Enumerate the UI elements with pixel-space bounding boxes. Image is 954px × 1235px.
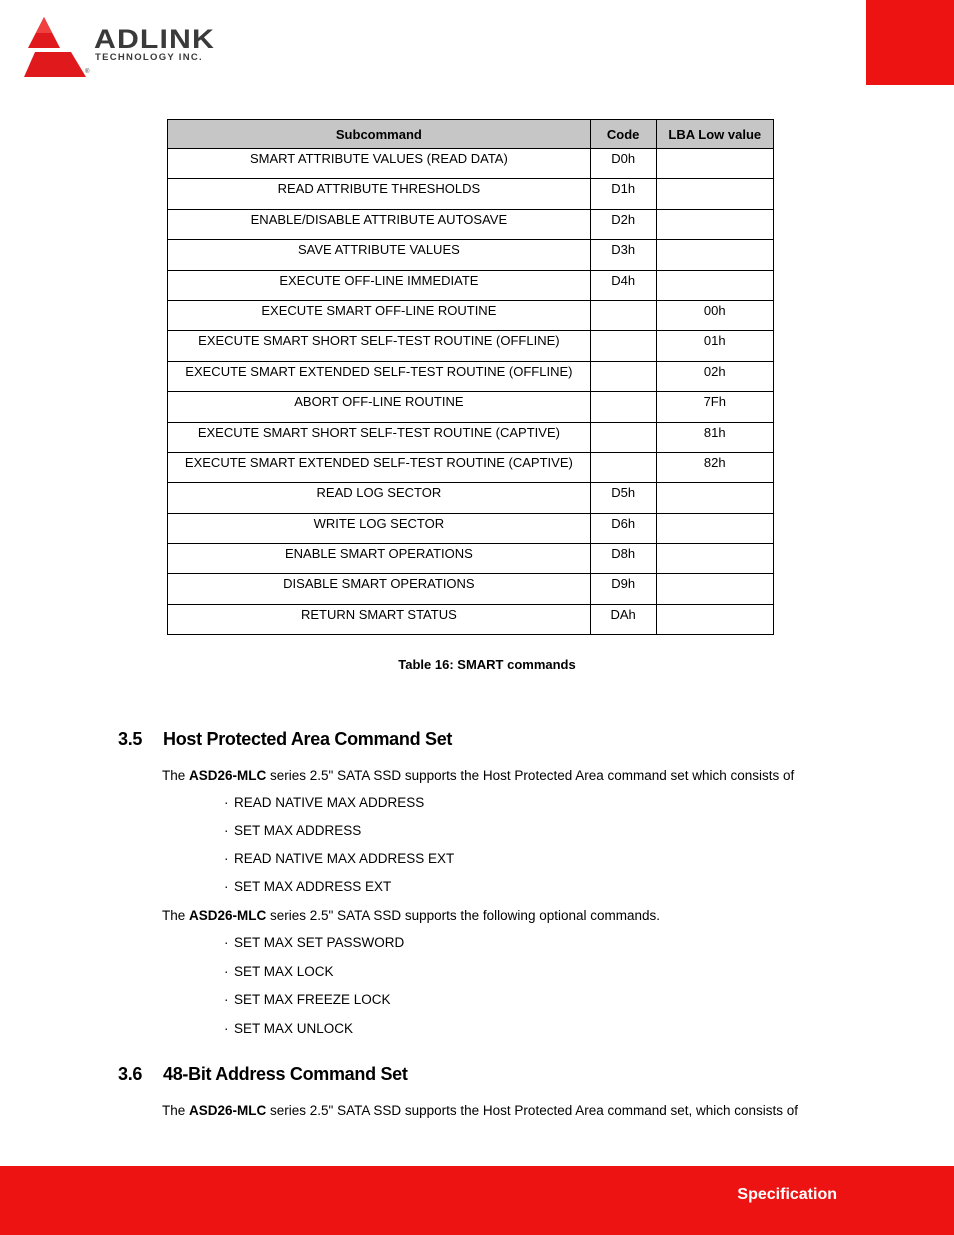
bullet-item (224, 823, 361, 838)
subcommand-cell: EXECUTE OFF-LINE IMMEDIATE (168, 270, 591, 300)
lba-low-value-cell (656, 483, 773, 513)
header-red-tab (866, 0, 954, 85)
subcommand-cell: EXECUTE SMART SHORT SELF-TEST ROUTINE (OFFLINE) (168, 331, 591, 361)
lba-low-value-cell: 81h (656, 422, 773, 452)
footer-label: Specification (737, 1186, 837, 1203)
code-cell (590, 422, 656, 452)
adlink-logo (24, 14, 234, 84)
product-name: ASD26-MLC (189, 908, 267, 923)
logo-subtitle: TECHNOLOGY INC. (95, 52, 203, 63)
header-subcommand: Subcommand (168, 120, 591, 149)
code-cell: D1h (590, 179, 656, 209)
bullet-dot-icon: · (224, 851, 229, 866)
logo-registered-mark: ® (85, 69, 90, 75)
bullet-item (224, 992, 391, 1007)
lba-low-value-cell: 02h (656, 361, 773, 391)
section-heading-3-5 (118, 729, 452, 750)
bullet-dot-icon: · (224, 1020, 229, 1036)
bullet-text: SET MAX FREEZE LOCK (234, 992, 391, 1007)
table-row (168, 483, 774, 513)
table-row (168, 422, 774, 452)
subcommand-cell: RETURN SMART STATUS (168, 604, 591, 634)
lba-low-value-cell (656, 179, 773, 209)
table-row (168, 179, 774, 209)
header-code: Code (590, 120, 656, 149)
product-name: ASD26-MLC (189, 768, 267, 783)
lba-low-value-cell: 01h (656, 331, 773, 361)
subcommand-cell: READ ATTRIBUTE THRESHOLDS (168, 179, 591, 209)
lba-low-value-cell (656, 574, 773, 604)
subcommand-cell: ENABLE SMART OPERATIONS (168, 544, 591, 574)
section-heading-3-6 (118, 1064, 408, 1085)
subcommand-cell: READ LOG SECTOR (168, 483, 591, 513)
bullet-text: READ NATIVE MAX ADDRESS EXT (234, 851, 455, 866)
lba-low-value-cell (656, 270, 773, 300)
product-name: ASD26-MLC (189, 1103, 267, 1118)
lba-low-value-cell (656, 209, 773, 239)
bullet-item (224, 1021, 353, 1036)
section-title: 48-Bit Address Command Set (163, 1064, 408, 1084)
code-cell (590, 300, 656, 330)
lba-low-value-cell (656, 604, 773, 634)
lba-low-value-cell: 82h (656, 452, 773, 482)
bullet-text: SET MAX ADDRESS EXT (234, 879, 392, 894)
bullet-text: SET MAX SET PASSWORD (234, 935, 405, 950)
bullet-dot-icon: · (224, 795, 229, 810)
bullet-item (224, 851, 454, 866)
table-row (168, 209, 774, 239)
table-row (168, 361, 774, 391)
code-cell: D5h (590, 483, 656, 513)
lba-low-value-cell (656, 513, 773, 543)
subcommand-cell: EXECUTE SMART SHORT SELF-TEST ROUTINE (CAPTIVE) (168, 422, 591, 452)
code-cell: D2h (590, 209, 656, 239)
lba-low-value-cell (656, 149, 773, 179)
bullet-text: SET MAX ADDRESS (234, 823, 362, 838)
table-row (168, 513, 774, 543)
table-caption: Table 16: SMART commands (398, 657, 576, 672)
bullet-text: READ NATIVE MAX ADDRESS (234, 795, 425, 810)
table-row (168, 149, 774, 179)
table-row (168, 604, 774, 634)
subcommand-cell: DISABLE SMART OPERATIONS (168, 574, 591, 604)
paragraph-optional-intro: The ASD26-MLC series 2.5" SATA SSD supports the following optional commands. (162, 908, 661, 923)
section-title: Host Protected Area Command Set (163, 729, 453, 749)
paragraph-hpa-intro: The ASD26-MLC series 2.5" SATA SSD supports the Host Protected Area command set which consists of (162, 768, 795, 783)
table-row (168, 452, 774, 482)
table-row (168, 544, 774, 574)
code-cell: D9h (590, 574, 656, 604)
table-row (168, 270, 774, 300)
bullet-dot-icon: · (224, 823, 229, 838)
code-cell: D6h (590, 513, 656, 543)
table-header-row (168, 120, 774, 149)
bullet-dot-icon: · (224, 879, 229, 894)
lba-low-value-cell: 7Fh (656, 392, 773, 422)
bullet-text: SET MAX UNLOCK (234, 1020, 354, 1036)
subcommand-cell: EXECUTE SMART OFF-LINE ROUTINE (168, 300, 591, 330)
bullet-dot-icon: · (224, 935, 229, 950)
subcommand-cell: ABORT OFF-LINE ROUTINE (168, 392, 591, 422)
bullet-dot-icon: · (224, 992, 229, 1007)
section-number: 3.6 (118, 1064, 143, 1084)
footer-bar (0, 1166, 954, 1235)
subcommand-cell: EXECUTE SMART EXTENDED SELF-TEST ROUTINE (OFFLINE) (168, 361, 591, 391)
bullet-item (224, 964, 334, 979)
subcommand-cell: ENABLE/DISABLE ATTRIBUTE AUTOSAVE (168, 209, 591, 239)
section-number: 3.5 (118, 729, 143, 749)
bullet-item (224, 879, 391, 894)
code-cell: D3h (590, 240, 656, 270)
subcommand-cell: EXECUTE SMART EXTENDED SELF-TEST ROUTINE (CAPTIVE) (168, 452, 591, 482)
bullet-text: SET MAX LOCK (234, 963, 334, 979)
logo-wordmark: ADLINK (94, 24, 215, 54)
code-cell: D4h (590, 270, 656, 300)
code-cell: D8h (590, 544, 656, 574)
bullet-item (224, 935, 404, 950)
table-row (168, 574, 774, 604)
table-row (168, 331, 774, 361)
table-row (168, 300, 774, 330)
bullet-item (224, 795, 424, 810)
code-cell (590, 331, 656, 361)
code-cell (590, 452, 656, 482)
code-cell: DAh (590, 604, 656, 634)
lba-low-value-cell (656, 240, 773, 270)
lba-low-value-cell: 00h (656, 300, 773, 330)
lba-low-value-cell (656, 544, 773, 574)
code-cell: D0h (590, 149, 656, 179)
code-cell (590, 392, 656, 422)
paragraph-48bit-intro: The ASD26-MLC series 2.5" SATA SSD supports the Host Protected Area command set, which consists of (162, 1103, 799, 1118)
table-row (168, 392, 774, 422)
logo-triangle-icon (24, 14, 88, 80)
subcommand-cell: SMART ATTRIBUTE VALUES (READ DATA) (168, 149, 591, 179)
subcommand-cell: WRITE LOG SECTOR (168, 513, 591, 543)
table-row (168, 240, 774, 270)
smart-commands-table (167, 119, 774, 635)
subcommand-cell: SAVE ATTRIBUTE VALUES (168, 240, 591, 270)
header-lba-low-value: LBA Low value (656, 120, 773, 149)
code-cell (590, 361, 656, 391)
bullet-dot-icon: · (224, 963, 229, 979)
